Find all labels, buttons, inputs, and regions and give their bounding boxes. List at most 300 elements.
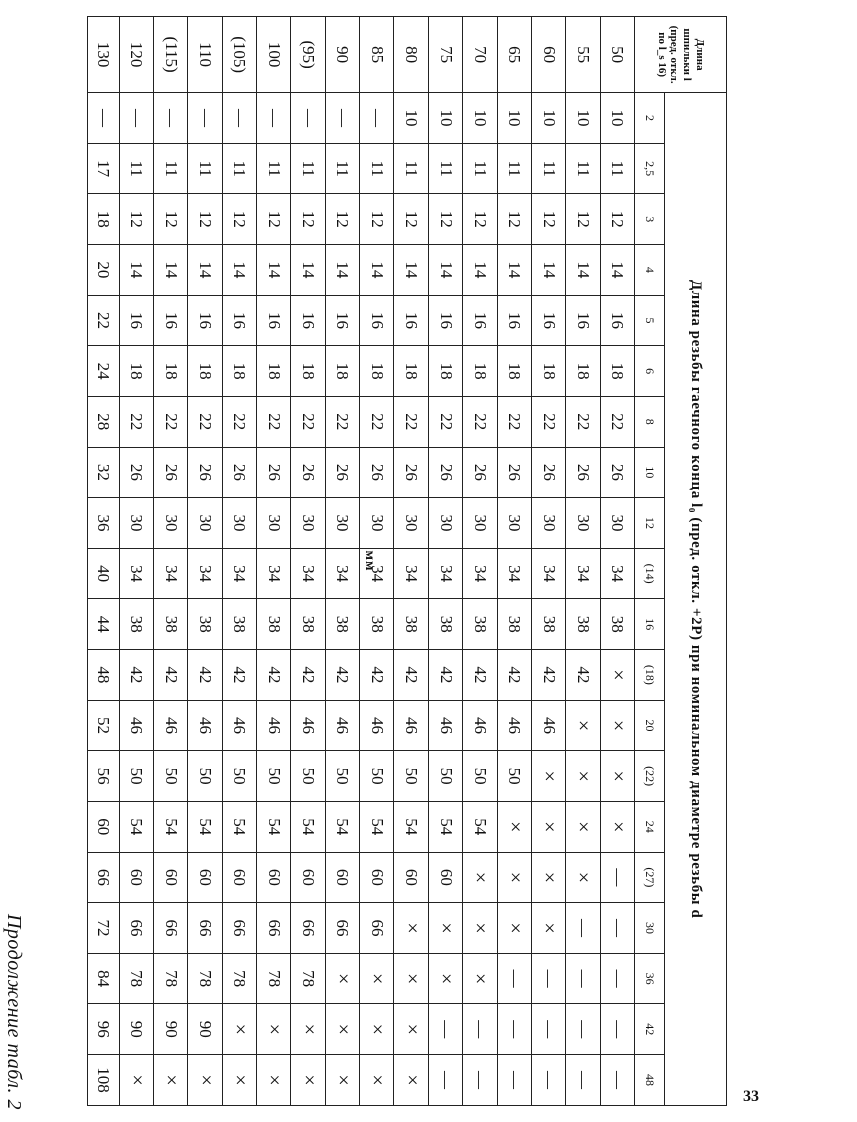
thread-length-cell: × [222,1004,256,1055]
diameter-header-cell: 48 [635,1055,665,1106]
thread-length-cell: 42 [291,650,325,701]
thread-length-cell: 54 [119,801,153,852]
thread-length-cell: — [153,93,187,144]
thread-length-cell: 20 [88,245,120,296]
thread-length-cell: × [566,801,600,852]
thread-length-cell: 18 [222,346,256,397]
thread-length-cell: × [394,1004,428,1055]
thread-length-cell: 50 [463,751,497,802]
thread-length-cell: 16 [428,295,462,346]
thread-length-cell: 14 [153,245,187,296]
thread-length-cell: 14 [600,245,634,296]
thread-length-cell: 54 [463,801,497,852]
thread-length-cell: × [360,1055,394,1106]
thread-length-cell: 14 [566,245,600,296]
thread-length-cell: 42 [360,650,394,701]
diameter-header-cell: 8 [635,396,665,447]
thread-length-cell: 46 [394,700,428,751]
thread-length-cell: 10 [497,93,531,144]
thread-length-cell: 16 [531,295,565,346]
thread-length-cell: × [153,1055,187,1106]
thread-length-cell: 22 [600,396,634,447]
thread-length-cell: × [394,953,428,1004]
thread-length-cell: × [257,1055,291,1106]
stud-length-cell: 130 [88,17,120,93]
thread-length-cell: — [497,1004,531,1055]
thread-length-cell: 50 [222,751,256,802]
stud-length-cell: 90 [325,17,359,93]
thread-length-cell: 16 [566,295,600,346]
table-row [88,17,120,1106]
stud-length-cell: 120 [119,17,153,93]
thread-length-cell: — [497,953,531,1004]
thread-length-cell: 14 [428,245,462,296]
thread-length-cell: 34 [497,548,531,599]
table-body [88,17,635,1106]
thread-length-cell: 34 [188,548,222,599]
thread-length-cell: — [88,93,120,144]
thread-length-cell: — [428,1004,462,1055]
thread-length-cell: 46 [463,700,497,751]
thread-length-cell: 60 [257,852,291,903]
thread-length-cell: 46 [222,700,256,751]
thread-length-cell: 14 [360,245,394,296]
thread-length-cell: 34 [360,548,394,599]
stud-length-header: Длина шпильки l (пред. откл. по l_s 16) [635,17,727,93]
thread-length-cell: — [463,1004,497,1055]
thread-length-cell: × [531,751,565,802]
thread-length-cell: 14 [119,245,153,296]
diameter-header-cell: (14) [635,548,665,599]
thread-length-cell: 34 [119,548,153,599]
thread-length-cell: 44 [88,599,120,650]
thread-length-cell: 18 [291,346,325,397]
thread-length-cell: — [497,1055,531,1106]
thread-length-cell: 46 [291,700,325,751]
thread-length-cell: 26 [360,447,394,498]
stud-length-cell: (95) [291,17,325,93]
diameter-header-cell: 10 [635,447,665,498]
thread-length-cell: × [497,852,531,903]
thread-length-cell: 38 [291,599,325,650]
thread-length-cell: 34 [566,548,600,599]
stud-length-cell: 50 [600,17,634,93]
thread-length-cell: × [360,953,394,1004]
thread-length-cell: 56 [88,751,120,802]
thread-length-cell: 54 [325,801,359,852]
thread-length-cell: 60 [88,801,120,852]
thread-length-cell: 38 [463,599,497,650]
thread-length-cell: 78 [119,953,153,1004]
thread-length-cell: 30 [119,498,153,549]
table-row [222,17,256,1106]
table-row [428,17,462,1106]
thread-length-cell: × [600,751,634,802]
thread-length-cell: 90 [188,1004,222,1055]
thread-length-cell: 46 [360,700,394,751]
thread-length-cell: 22 [222,396,256,447]
stud-length-cell: 65 [497,17,531,93]
stud-length-cell: 70 [463,17,497,93]
thread-length-cell: 12 [291,194,325,245]
stud-length-cell: (115) [153,17,187,93]
thread-length-cell: 16 [497,295,531,346]
thread-length-cell: 12 [600,194,634,245]
thread-length-cell: 54 [360,801,394,852]
thread-length-cell: 38 [119,599,153,650]
thread-length-cell: 11 [600,143,634,194]
thread-length-cell: 11 [497,143,531,194]
stud-length-cell: 100 [257,17,291,93]
thread-length-cell: 10 [531,93,565,144]
thread-length-cell: 34 [600,548,634,599]
thread-length-cell: 54 [394,801,428,852]
thread-length-cell: — [600,903,634,954]
thread-length-cell: 66 [360,903,394,954]
thread-length-cell: 50 [497,751,531,802]
thread-length-cell: 14 [394,245,428,296]
table-row [119,17,153,1106]
thread-length-cell: 11 [222,143,256,194]
thread-length-cell: 78 [222,953,256,1004]
thread-length-cell: 50 [428,751,462,802]
thread-length-cell: 34 [291,548,325,599]
thread-length-cell: 12 [188,194,222,245]
thread-length-cell: — [463,1055,497,1106]
thread-length-cell: 30 [153,498,187,549]
thread-length-cell: 60 [291,852,325,903]
thread-length-cell: — [531,953,565,1004]
thread-length-cell: 38 [222,599,256,650]
thread-length-cell: 18 [497,346,531,397]
diameter-header-cell: 12 [635,498,665,549]
diameter-header-cell: 3 [635,194,665,245]
thread-length-cell: 46 [153,700,187,751]
thread-length-cell: × [394,903,428,954]
thread-length-cell: 50 [119,751,153,802]
thread-length-cell: 38 [428,599,462,650]
thread-length-cell: × [394,1055,428,1106]
thread-length-cell: 26 [600,447,634,498]
thread-length-cell: 11 [257,143,291,194]
thread-length-cell: 16 [119,295,153,346]
thread-length-cell: 38 [531,599,565,650]
thread-length-cell: 16 [257,295,291,346]
diameter-header-cell: 16 [635,599,665,650]
thread-length-cell: — [222,93,256,144]
thread-length-cell: 96 [88,1004,120,1055]
thread-length-cell: 16 [325,295,359,346]
thread-length-cell: 16 [463,295,497,346]
thread-length-cell: 10 [600,93,634,144]
thread-length-cell: 22 [428,396,462,447]
thread-length-cell: — [428,1055,462,1106]
thread-length-cell: 54 [428,801,462,852]
thread-length-cell: × [600,801,634,852]
thread-length-cell: 38 [497,599,531,650]
thread-length-cell: 34 [257,548,291,599]
thread-length-cell: 66 [188,903,222,954]
thread-length-cell: 16 [394,295,428,346]
thread-length-cell: 26 [394,447,428,498]
thread-length-cell: 16 [222,295,256,346]
diameter-header-cell: 24 [635,801,665,852]
thread-length-cell: 12 [463,194,497,245]
thread-length-cell: × [463,903,497,954]
thread-length-cell: × [531,852,565,903]
thread-length-cell: 38 [188,599,222,650]
thread-length-cell: 22 [360,396,394,447]
thread-length-cell: × [291,1004,325,1055]
thread-length-cell: 11 [566,143,600,194]
thread-length-cell: 42 [188,650,222,701]
thread-length-cell: 38 [394,599,428,650]
thread-length-cell: 22 [188,396,222,447]
thread-length-cell: 24 [88,346,120,397]
table-row [463,17,497,1106]
diameter-header-cell: 5 [635,295,665,346]
thread-length-cell: 72 [88,903,120,954]
thread-length-group-header: Длина резьбы гаечного конца l₀ (пред. откл. +2P) при номинальном диаметре резьбы d [665,93,727,1106]
thread-length-cell: 60 [394,852,428,903]
thread-length-cell: 11 [188,143,222,194]
thread-length-cell: — [600,852,634,903]
thread-length-cell: 26 [566,447,600,498]
thread-length-cell: 34 [222,548,256,599]
stud-length-cell: 80 [394,17,428,93]
thread-length-cell: 42 [531,650,565,701]
thread-length-cell: 18 [257,346,291,397]
thread-length-cell: 38 [153,599,187,650]
thread-length-cell: 26 [119,447,153,498]
thread-length-cell: × [600,700,634,751]
thread-length-cell: 26 [257,447,291,498]
thread-length-cell: 30 [566,498,600,549]
thread-length-cell: 18 [394,346,428,397]
diameter-header-cell: (22) [635,751,665,802]
thread-length-cell: 18 [88,194,120,245]
thread-length-cell: 60 [119,852,153,903]
thread-length-cell: 26 [222,447,256,498]
thread-length-cell: 46 [428,700,462,751]
thread-length-cell: 42 [463,650,497,701]
thread-length-cell: 60 [222,852,256,903]
thread-length-cell: 11 [394,143,428,194]
thread-length-cell: 18 [325,346,359,397]
thread-length-cell: 42 [153,650,187,701]
thread-length-cell: 11 [291,143,325,194]
thread-length-cell: 18 [119,346,153,397]
thread-length-cell: 78 [291,953,325,1004]
thread-length-cell: 46 [257,700,291,751]
thread-length-cell: 46 [188,700,222,751]
stud-length-cell: 60 [531,17,565,93]
thread-length-cell: 22 [531,396,565,447]
thread-length-cell: 90 [153,1004,187,1055]
thread-length-cell: 30 [291,498,325,549]
thread-length-cell: 18 [188,346,222,397]
thread-length-cell: 11 [428,143,462,194]
thread-length-cell: 26 [153,447,187,498]
table-row [188,17,222,1106]
thread-length-cell: 42 [325,650,359,701]
thread-length-cell: 12 [428,194,462,245]
thread-length-cell: 22 [463,396,497,447]
thread-length-cell: 30 [531,498,565,549]
thread-length-cell: 46 [325,700,359,751]
thread-length-cell: 50 [188,751,222,802]
stud-length-cell: (105) [222,17,256,93]
thread-length-cell: 26 [325,447,359,498]
thread-length-cell: × [463,953,497,1004]
thread-length-cell: 60 [325,852,359,903]
thread-length-cell: 18 [153,346,187,397]
thread-length-cell: 14 [188,245,222,296]
thread-length-cell: 26 [497,447,531,498]
thread-length-cell: 16 [291,295,325,346]
diameter-header-cell: 30 [635,903,665,954]
thread-length-cell: 52 [88,700,120,751]
thread-length-cell: × [188,1055,222,1106]
thread-length-cell: 38 [257,599,291,650]
thread-length-cell: 11 [153,143,187,194]
thread-length-cell: 42 [566,650,600,701]
diameter-header-cell: (27) [635,852,665,903]
thread-length-cell: 16 [153,295,187,346]
thread-length-cell: 66 [119,903,153,954]
thread-length-cell: 42 [497,650,531,701]
thread-length-cell: 12 [394,194,428,245]
thread-length-cell: 22 [291,396,325,447]
thread-length-cell: 34 [531,548,565,599]
diameter-header-cell: 2 [635,93,665,144]
table-row [257,17,291,1106]
thread-length-cell: 66 [153,903,187,954]
thread-length-cell: 22 [119,396,153,447]
thread-length-cell: 14 [222,245,256,296]
diameter-header-cell: 4 [635,245,665,296]
thread-length-cell: × [531,801,565,852]
thread-length-cell: 66 [257,903,291,954]
thread-length-cell: 22 [566,396,600,447]
thread-length-cell: 30 [463,498,497,549]
thread-length-cell: 11 [325,143,359,194]
thread-length-cell: 14 [257,245,291,296]
thread-length-cell: — [600,1055,634,1106]
thread-length-cell: 78 [188,953,222,1004]
diameter-header-cell: 2,5 [635,143,665,194]
thread-length-cell: 38 [600,599,634,650]
thread-length-cell: — [566,1004,600,1055]
thread-length-cell: × [566,751,600,802]
thread-length-cell: × [428,953,462,1004]
thread-length-cell: 34 [325,548,359,599]
thread-length-cell: 46 [119,700,153,751]
thread-length-cell: 66 [222,903,256,954]
table-row [497,17,531,1106]
thread-length-cell: 26 [463,447,497,498]
thread-length-cell: 26 [428,447,462,498]
thread-length-cell: 12 [222,194,256,245]
thread-length-cell: 10 [463,93,497,144]
thread-length-cell: 14 [531,245,565,296]
thread-length-cell: 42 [394,650,428,701]
thread-length-cell: 42 [428,650,462,701]
thread-length-cell: — [257,93,291,144]
thread-length-cell: 30 [394,498,428,549]
thread-length-cell: 90 [119,1004,153,1055]
thread-length-cell: — [600,953,634,1004]
thread-length-cell: 42 [119,650,153,701]
page-number: 33 [743,1088,759,1105]
diameter-header-cell: 20 [635,700,665,751]
thread-length-cell: 26 [531,447,565,498]
thread-length-cell: 54 [257,801,291,852]
unit-label: мм [362,550,377,572]
thread-length-cell: 22 [394,396,428,447]
thread-length-cell: 22 [497,396,531,447]
thread-length-cell: — [119,93,153,144]
thread-length-cell: — [531,1055,565,1106]
thread-length-cell: 50 [394,751,428,802]
table-row [153,17,187,1106]
thread-length-cell: 18 [566,346,600,397]
thread-length-cell: 22 [88,295,120,346]
thread-length-cell: 32 [88,447,120,498]
thread-length-cell: 12 [153,194,187,245]
thread-length-cell: 28 [88,396,120,447]
thread-length-cell: 60 [153,852,187,903]
thread-length-cell: 18 [463,346,497,397]
thread-length-cell: 66 [291,903,325,954]
thread-length-cell: 34 [153,548,187,599]
thread-length-cell: 17 [88,143,120,194]
stud-length-cell: 75 [428,17,462,93]
stud-length-cell: 110 [188,17,222,93]
thread-length-cell: 66 [325,903,359,954]
thread-length-table-container [87,16,727,1106]
thread-length-cell: 36 [88,498,120,549]
thread-length-cell: 84 [88,953,120,1004]
thread-length-cell: 66 [88,852,120,903]
thread-length-cell: × [497,801,531,852]
thread-length-cell: 50 [325,751,359,802]
thread-length-cell: 12 [566,194,600,245]
table-row [325,17,359,1106]
thread-length-cell: 38 [360,599,394,650]
thread-length-cell: 30 [188,498,222,549]
thread-length-cell: 54 [222,801,256,852]
thread-length-cell: 11 [119,143,153,194]
thread-length-cell: 18 [428,346,462,397]
thread-length-cell: 30 [325,498,359,549]
thread-length-cell: 78 [257,953,291,1004]
diameter-header-cell: 42 [635,1004,665,1055]
thread-length-cell: 16 [360,295,394,346]
thread-length-cell: 26 [188,447,222,498]
thread-length-cell: 60 [428,852,462,903]
thread-length-cell: — [291,93,325,144]
table-row [360,17,394,1106]
thread-length-cell: × [566,852,600,903]
thread-length-cell: 18 [600,346,634,397]
thread-length-cell: — [188,93,222,144]
thread-length-cell: × [531,903,565,954]
thread-length-cell: 12 [531,194,565,245]
thread-length-cell: 78 [153,953,187,1004]
diameter-header-row [635,17,665,1106]
thread-length-cell: 48 [88,650,120,701]
